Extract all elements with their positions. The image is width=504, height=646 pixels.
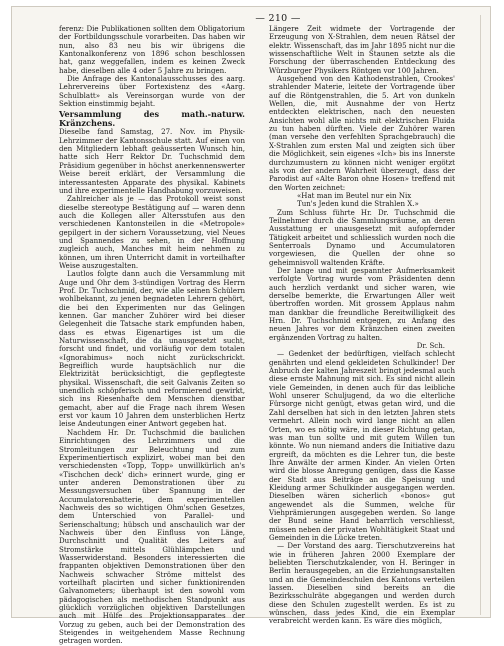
paragraph: Lautlos folgte dann auch die Versammlung mit Auge und Ohr dem 3-stündigen Vortrag des Herrn Prof. Dr. Tuchschmid, der, wie alle seinen Schülern wohlbekannt, zu jenen begnadeten Lehrern gehört, die bei den Experimenten nur das Gelingen kennen. Gar mancher Zuhörer wird bei dieser Gelegenheit die Tatsache stark empfunden haben, dass es etwas Eigenartiges ist um die Naturwissenschaft, die da unausgesetzt sucht, forscht und findet, und vorläufig vor dem totalen «Ignorabimus» noch nicht zurückschrickt. Begreiflich wurde hauptsächlich nur die Elektrizität berücksichtigt, die gepflegteste physikal. Wissenschaft, die seit Galvanis Zeiten so unendlich schöpferisch und reformierend gewirkt, sich ins Riesenhafte dem Menschen dienstbar gemacht, aber auf die Frage nach ihrem Wesen erst vor kaum 10 Jahren dem unsterblichen Hertz leise Andeutungen einer Antwort gegeben hat. [59,269,245,429]
paragraph: Der lange und mit gespannter Aufmerksamkeit verfolgte Vortrag wurde vom Präsidenten denn auch herzlich verdankt und sicher waren, wie derselbe bemerkte, die Erwartungen Aller weit übertroffen worden. Mit grossem Applaus nahm man dankbar die freundliche Bereitwilligkeit des Hrn. Dr. Tuchschmid entgegen, zu Anfang des neuen Jahres vor dem Kränzchen einen zweiten ergänzenden Vortrag zu halten. [269,265,455,342]
paragraph: Nachdem Hr. Dr. Tuchschmid die baulichen Einrichtungen des Lehrzimmers und die Stromleitungen zur Beleuchtung und zum Experimentiertisch explizirt, wobei man bei den verschiedensten «Topp, Topp» unwillkürlich an's «Tischchen deck' dich» erinnert wurde, ging er unter anderen Demonstrationen über zu Messungsversuchen über Spannung in der Accumulatorenbatterie, dem experimentellen Nachweis des so wichtigen Ohm'schen Gesetzes, dem Unterschied von Parallel- und Serienschaltung; hübsch und anschaulich war der Nachweis über den Einfluss von Länge, Durchschnitt und Qualität des Leiters auf Stromstärke mittels Glühlämpchen und Wasserwiderstand. Besonders interessierten die frappanten objektiven Demonstrationen über den Nachweis schwacher Ströme mittelst des vorteilhaft placirten und sicher funktionirenden Galvanometers; überhaupt ist den sowohl vom pädagogischen als methodischen Standpunkt aus glücklich vorzüglichen objektiven Darstellungen auch mit Hülfe des Projektionsapparates der Vorzug zu geben, auch bei der Demonstration des Steigendes in weitgehendem Masse Rechnung getragen worden. [59,427,245,646]
page-edge-divider [480,15,481,615]
paragraph: ferenz: Die Publikationen sollten dem Obligatorium der Fortbildungsschule vorarbeiten. Das haben wir nun, also 83 neu bis wir übrigens die Kantonalkonferenz von 1896 schon beschlossen hat, ganz weggefallen, indem es keinen Zweck habe, dieselben alle 4 oder 5 Jahre zu bringen. [59,24,245,75]
paragraph: Zahlreicher als je — das Protokoll weist sonst dieselbe stereotype Bestätigung auf — waren denn auch die Kollegen aller Altersstufen aus den verschiedenen Kantonsteilen in die «Metropole» gepilgert in der sichern Voraussetzung, viel Neues und Spannendes zu sehen, in der Hoffnung zugleich auch, Manches mit heim nehmen zu können, um ihren Unterricht damit in vorteilhafter Weise auszugestalten. [59,194,245,270]
paragraph: Längere Zeit widmete der Vortragende der Erzeugung von X-Strahlen, dem neuen Rätsel der elektr. Wissenschaft, das im Jahr 1895 nicht nur die wissenschaftliche Welt in Staunen setzte als die Forschung der überraschenden Entdeckung des Würzburger Physikers Röntgen vor 100 Jahren. [269,24,455,75]
left-text-column [59,24,245,646]
quote-line: Tun's Jeden kund die Strahlen X.» [297,199,419,209]
document-page [11,6,491,646]
right-text-column [269,24,455,626]
paragraph: Die Anfrage des Kantonalausschusses des aarg. Lehrervereins über Fortexistenz des «Aarg. Schulblatt» als Vereinsorgan wurde von der Sektion einstimmig bejaht. [59,74,245,109]
paragraph: — Gedenket der bedürftigen, vielfach schlecht genährten und elend gekleideten Schulkinder! Der Anbruch der kalten Jahreszeit bringt jedesmal auch diese ernste Mahnung mit sich. Es sind nicht allein viele Gemeinden, in denen auch für das leibliche Wohl unserer Schuljugend, da wo die elterliche Fürsorge nicht genügt, etwas getan wird, und die Zahl derselben hat sich in den letzten Jahren stets vermehrt. Allein noch wird lange nicht an allen Orten, wo es nötig wäre, in dieser Richtung getan, was man tun sollte und mit gutem Willen tun könnte. Wo nun niemand anders die Initiative dazu ergreift, da möchten es die Lehrer tun, die beste Ihre Anwälte der armen Kinder. An vielen Orten wird die blosse Anregung genügen, dass die Kasse der Stadt aus Beiträge an die Speisung und Kleidung armer Schulkinder ausgegangen werden. Dieselben wären sicherlich «bonos» gut angewendet als die Summen, welche für Viehprämierungen ausgegeben werden. So lange der Bund seine Hand beharrlich verschliesst, müssen neben der privaten Wohltätigkeit Staat und Gemeinden in die Lücke treten. [269,349,455,542]
quote-line: «Hat man im Beutel nur ein Nix [297,190,412,200]
page-number-header: — 210 — [255,13,301,24]
author-signature: Dr. Sch. [416,341,445,351]
paragraph: Dieselbe fand Samstag, 27. Nov. im Physik-Lehrzimmer der Kantonsschule statt. Auf einen von den Mitgliedern lebhaft geäusserten Wunsch hin, hatte sich Herr Rektor Dr. Tuchschmid dem Präsidium gegenüber in höchst anerkennenswerter Weise bereit erklärt, der Versammlung die interessantesten Apparate des physikal. Kabinets und ihre experimentelle Handhabung vorzuweisen. [59,127,245,195]
paragraph: Ausgehend von den Kathodenstrahlen, Crookes' strahlender Materie, leitete der Vortragende über auf die Röntgenstrahlen, die 5. Art von dunkeln Wellen, die, mit Ausnahme der von Hertz entdeckten elektrischen, nach den neuesten Ansichten wohl alle nichts mit elektrischen Fluida zu tun haben dürften. Viele der Zuhörer waren (man versehe den verfehlten Sprachgebrauch) die X-Strahlen zum ersten Mal und zeigten sich über die Möglichkeit, sein eigenes «Ich» bis ins Innerste durchzumustern zu können nicht weniger ergötzt als von der andern Wahrheit überzeugt, dass der Parodist auf «Alte Baron ohne Hosen» treffend mit den Worten zeichnet: [269,74,455,192]
paragraph: Zum Schluss führte Hr. Dr. Tuchschmid die Teilnehmer durch die Sammlungsräume, an deren Ausstattung er unausgesetzt mit aufopfernder Tätigkeit arbeitet und schliesslich wurden noch die Senterroals Dynamo und Accumulatoren vorgewiesen, die Quellen der ohne so geheimnisvoll waltenden Kräfte. [269,207,455,267]
paragraph: — Der Vorstand des aarg. Tierschutzvereins hat wie in früheren Jahren 2000 Exemplare der beliebten Tierschutzkalender, von H. Beringer in Berlin herausgegeben, an die Erziehungsanstalten und an die Gemeindeschulen des Kantons verteilen lassen. Dieselben sind bereits an die Bezirksschulräte abgegangen und werden durch diese den Schulen zugestellt werden. Es ist zu wünschen, dass jedes Kind, die ein Exemplar verabreicht werden kann. Es wäre dies möglich, [269,541,455,626]
section-heading: Versammlung des math.-naturw. Kränzchens. [59,109,245,129]
